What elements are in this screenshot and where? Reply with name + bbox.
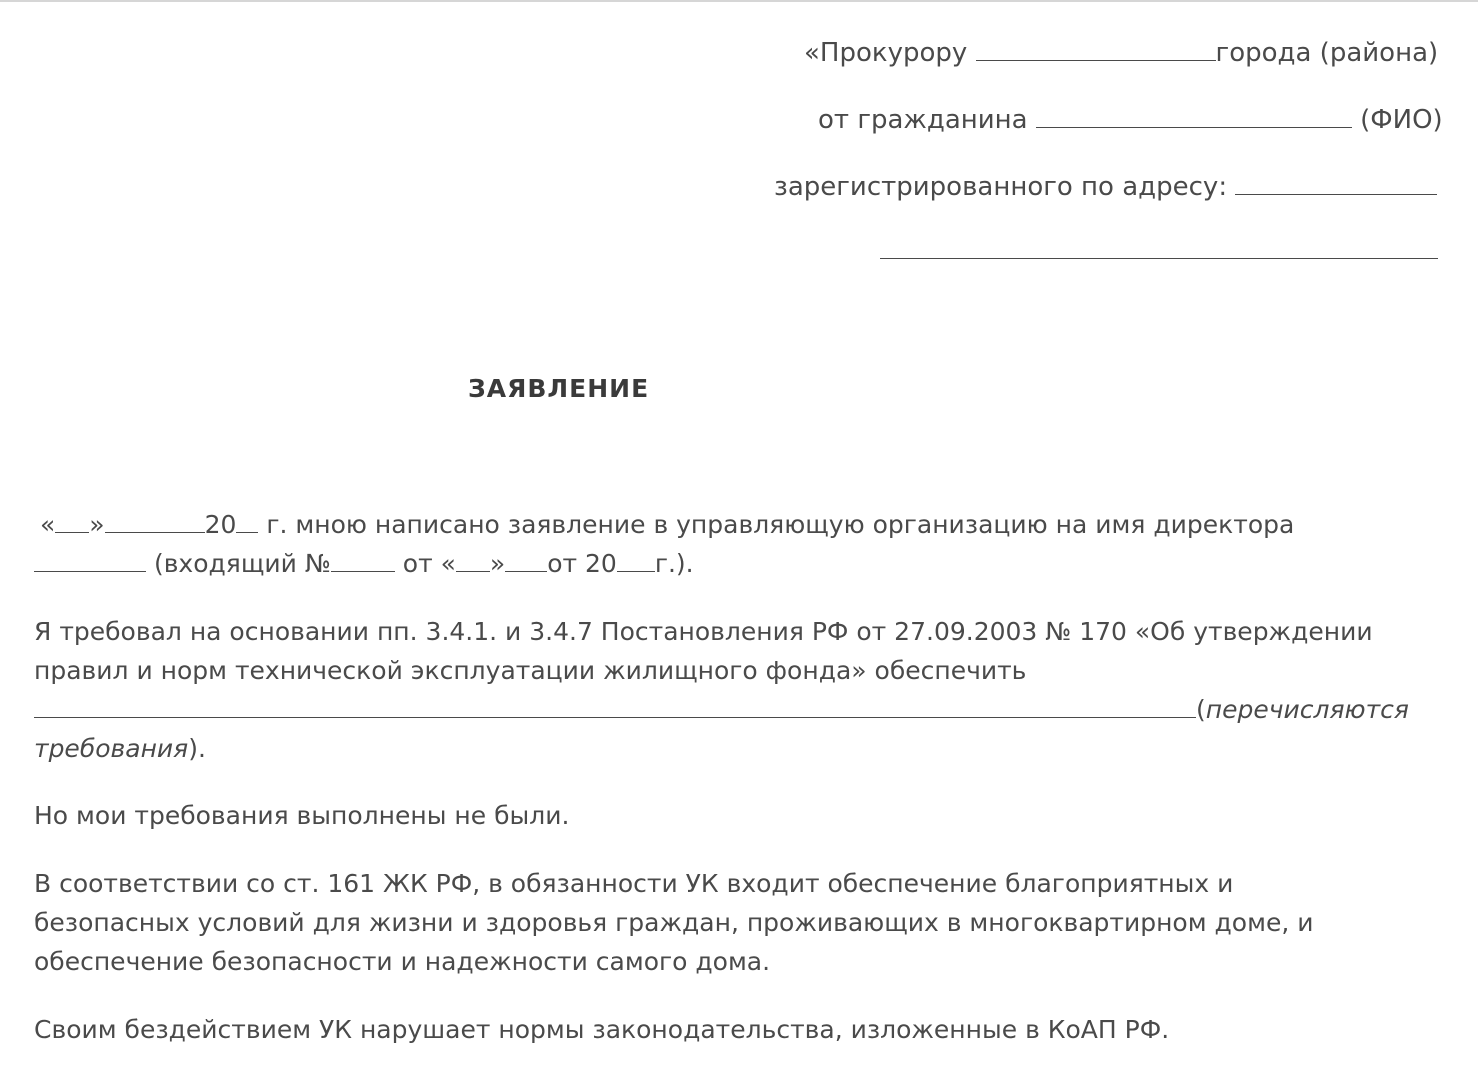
day-blank (456, 547, 490, 572)
day-blank (55, 508, 89, 533)
top-border (0, 0, 1478, 2)
paragraph-date-application (34, 505, 1434, 583)
address-blank-2 (880, 234, 1438, 259)
month-blank (505, 547, 547, 572)
paragraph-legal-basis (34, 864, 1434, 981)
quote-open: « (40, 510, 56, 539)
requirements-note: требования (34, 734, 189, 763)
year-label: от 20 (547, 549, 617, 578)
paragraph-requirements (34, 612, 1434, 768)
paragraph-line (34, 729, 1434, 768)
paragraph-line: Своим бездействием УК нарушает нормы законодательства, изложенные в КоАП РФ. (34, 1015, 1170, 1044)
paren-open: ( (1196, 695, 1206, 724)
incoming-number-blank (331, 547, 395, 572)
paren-close: ). (188, 734, 206, 763)
applicant-name-line (818, 103, 1443, 137)
paragraph-violation (34, 1010, 1434, 1049)
document-title: ЗАЯВЛЕНИЕ (468, 374, 650, 403)
from-date-label: от « (394, 549, 456, 578)
prosecutor-label: «Прокурору (804, 38, 976, 68)
paragraph-line (34, 544, 1434, 583)
year-suffix: г.). (654, 549, 694, 578)
requirements-blank (34, 693, 1196, 718)
paragraph-not-fulfilled (34, 796, 1434, 835)
paragraph-line (34, 505, 1434, 544)
fio-blank (1036, 103, 1352, 128)
paragraph-line: Но мои требования выполнены не были. (34, 801, 570, 830)
city-district-label: города (района) (1215, 38, 1439, 68)
year-blank (236, 508, 258, 533)
registered-address-line (774, 170, 1437, 204)
paragraph-line: В соответствии со ст. 161 ЖК РФ, в обязанности УК входит обеспечение благоприятных и (34, 869, 1234, 898)
paragraph-line: обеспечение безопасности и надежности самого дома. (34, 947, 771, 976)
listed-note: перечисляются (1205, 695, 1409, 724)
paragraph-line: правил и норм технической эксплуатации жилищного фонда» обеспечить (34, 656, 1027, 685)
director-blank (34, 547, 146, 572)
registered-address-label: зарегистрированного по адресу: (774, 172, 1236, 202)
incoming-number-label: (входящий № (146, 549, 331, 578)
prosecutor-blank (976, 36, 1216, 61)
quote-close: » (489, 549, 506, 578)
paragraph-line: безопасных условий для жизни и здоровья граждан, проживающих в многоквартирном доме, и (34, 908, 1314, 937)
from-citizen-label: от гражданина (818, 105, 1036, 135)
addressee-prosecutor-line (804, 36, 1438, 70)
address-continuation-line (880, 234, 1438, 268)
paragraph-line: Я требовал на основании пп. 3.4.1. и 3.4.7 Постановления РФ от 27.09.2003 № 170 «Об утверждении (34, 617, 1373, 646)
month-blank (105, 508, 205, 533)
quote-close: » (89, 510, 105, 539)
paragraph-line (34, 690, 1434, 729)
year-blank (617, 547, 655, 572)
paragraph-text: г. мною написано заявление в управляющую организацию на имя директора (258, 510, 1295, 539)
year-prefix: 20 (204, 510, 237, 539)
fio-label: (ФИО) (1351, 105, 1443, 135)
address-blank (1235, 170, 1437, 195)
